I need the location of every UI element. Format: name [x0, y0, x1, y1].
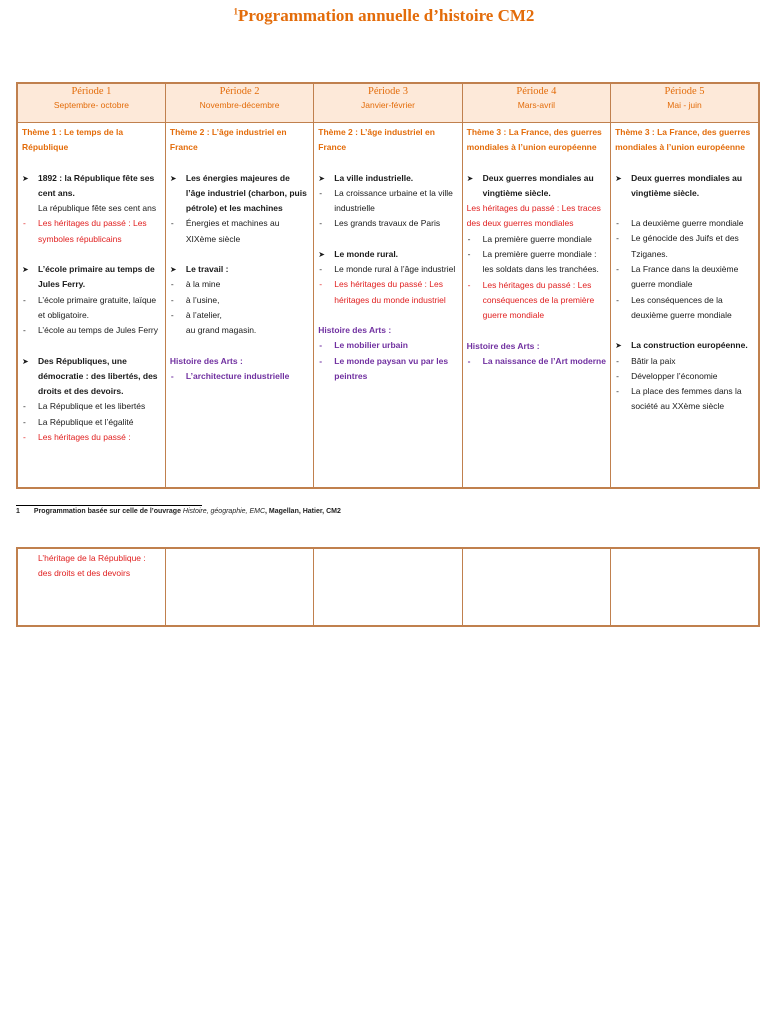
list-item: - La naissance de l’Art moderne [467, 354, 606, 369]
list-item: - Les héritages du passé : Les conséquences de la première guerre mondiale [467, 278, 606, 324]
programming-table [16, 82, 760, 489]
list-item: - La première guerre mondiale [467, 232, 606, 247]
list-item: - La première guerre mondiale : les soldats dans les tranchées. [467, 247, 606, 278]
continuation-cell-5 [611, 548, 759, 626]
spacer [615, 323, 754, 338]
list-item: - à l’atelier, [170, 308, 309, 323]
list-item: - Les grands travaux de Paris [318, 216, 457, 231]
spacer [467, 324, 606, 339]
list-item: - L’architecture industrielle [170, 369, 309, 384]
footnote-number: 1 [16, 508, 20, 515]
page-title [0, 6, 768, 26]
continuation-cell-2 [165, 548, 313, 626]
section-heading: ➤ La construction européenne. [615, 338, 754, 353]
list-item: - Les conséquences de la deuxième guerre mondiale [615, 293, 754, 324]
spacer [22, 339, 161, 354]
period-cell-1 [17, 123, 165, 489]
list-item: - La France dans la deuxième guerre mondiale [615, 262, 754, 293]
continuation-text: L’héritage de la République : des droits et des devoirs [38, 553, 146, 579]
spacer [22, 247, 161, 262]
list-item: - à l’usine, [170, 293, 309, 308]
arts-label: Histoire des Arts : [169, 355, 243, 366]
spacer [615, 156, 754, 171]
theme-title: Thème 2 : L’âge industriel en France [318, 127, 435, 153]
period-header-1: Période 1 Septembre- octobre [17, 83, 165, 123]
theme-title: Thème 2 : L’âge industriel en France [169, 127, 287, 153]
footnote-text-before: Programmation basée sur celle de l’ouvrage [33, 508, 183, 515]
list-item: - La République et les libertés [22, 399, 161, 414]
spacer [318, 156, 457, 171]
section-heading: ➤ Deux guerres mondiales au vingtième siècle. [615, 171, 754, 202]
list-item: - Développer l’économie [615, 369, 754, 384]
period-header-4: Période 4 Mars-avril [462, 83, 610, 123]
period-header-2: Période 2 Novembre-décembre [165, 83, 313, 123]
arts-label: Histoire des Arts : [466, 340, 540, 351]
list-item: - Le génocide des Juifs et des Tziganes. [615, 231, 754, 262]
title-text: Programmation annuelle d’histoire CM2 [238, 6, 535, 25]
section-heading: ➤ Des Républiques, une démocratie : des libertés, des droits et des devoirs. [22, 354, 161, 400]
section-heading: ➤ 1892 : la République fête ses cent ans. [22, 171, 161, 202]
footnote-italic: Histoire, géographie, EMC [182, 508, 265, 515]
continuation-cell-1 [17, 548, 165, 626]
period-cell-5 [611, 123, 759, 489]
heritage-label: Les héritages du passé : Les traces des deux guerres mondiales [466, 203, 601, 229]
list-item: La république fête ses cent ans [38, 203, 157, 214]
theme-title: Thème 3 : La France, des guerres mondiales à l’union européenne [466, 127, 602, 153]
spacer [318, 308, 457, 323]
list-item: - La place des femmes dans la société au XXème siècle [615, 384, 754, 415]
period-header-3: Période 3 Janvier-février [314, 83, 462, 123]
section-heading: ➤ Les énergies majeures de l’âge industriel (charbon, puis pétrole) et les machines [170, 171, 309, 217]
spacer [22, 156, 161, 171]
period-cell-4 [462, 123, 610, 489]
list-item: - L’école primaire gratuite, laïque et obligatoire. [22, 293, 161, 324]
spacer [318, 232, 457, 247]
list-item: - La croissance urbaine et la ville industrielle [318, 186, 457, 217]
list-item: - La République et l’égalité [22, 415, 161, 430]
list-item: - à la mine [170, 277, 309, 292]
section-heading: ➤ La ville industrielle. [318, 171, 457, 186]
period-header-row [17, 83, 759, 123]
list-item: - Bâtir la paix [615, 354, 754, 369]
list-item: - Le monde paysan vu par les peintres [318, 354, 457, 385]
list-item: - La deuxième guerre mondiale [615, 216, 754, 231]
footnote-separator [16, 505, 202, 506]
period-cell-3 [314, 123, 462, 489]
section-heading: ➤ Le monde rural. [318, 247, 457, 262]
section-heading: ➤ Deux guerres mondiales au vingtième siècle. [467, 171, 606, 202]
section-heading: ➤ L’école primaire au temps de Jules Ferry. [22, 262, 161, 293]
continuation-cell-3 [314, 548, 462, 626]
title-footnote-ref: 1 [233, 6, 239, 17]
continuation-table [16, 547, 760, 627]
list-item: au grand magasin. [185, 325, 257, 336]
continuation-cell-4 [462, 548, 610, 626]
period-content-row [17, 123, 759, 489]
list-item: - L’école au temps de Jules Ferry [22, 323, 161, 338]
section-heading: ➤ Le travail : [170, 262, 309, 277]
footnote-text-after: , Magellan, Hatier, CM2 [265, 508, 341, 515]
list-item: - Les héritages du passé : Les héritages du monde industriel [318, 277, 457, 308]
footnote [16, 508, 341, 515]
period-cell-2 [165, 123, 313, 489]
spacer [170, 156, 309, 171]
spacer [170, 339, 309, 354]
spacer [615, 201, 754, 216]
list-item: - Énergies et machines au XIXème siècle [170, 216, 309, 247]
spacer [170, 247, 309, 262]
continuation-row [17, 548, 759, 626]
list-item: - Le mobilier urbain [318, 338, 457, 353]
theme-title: Thème 1 : Le temps de la République [22, 127, 124, 153]
spacer [467, 156, 606, 171]
theme-title: Thème 3 : La France, des guerres mondiales à l’union européenne [615, 127, 751, 153]
period-header-5: Période 5 Mai - juin [611, 83, 759, 123]
list-item: - Les héritages du passé : Les symboles républicains [22, 216, 161, 247]
list-item: - Le monde rural à l’âge industriel [318, 262, 457, 277]
arts-label: Histoire des Arts : [318, 324, 392, 335]
list-item: - Les héritages du passé : [22, 430, 161, 445]
